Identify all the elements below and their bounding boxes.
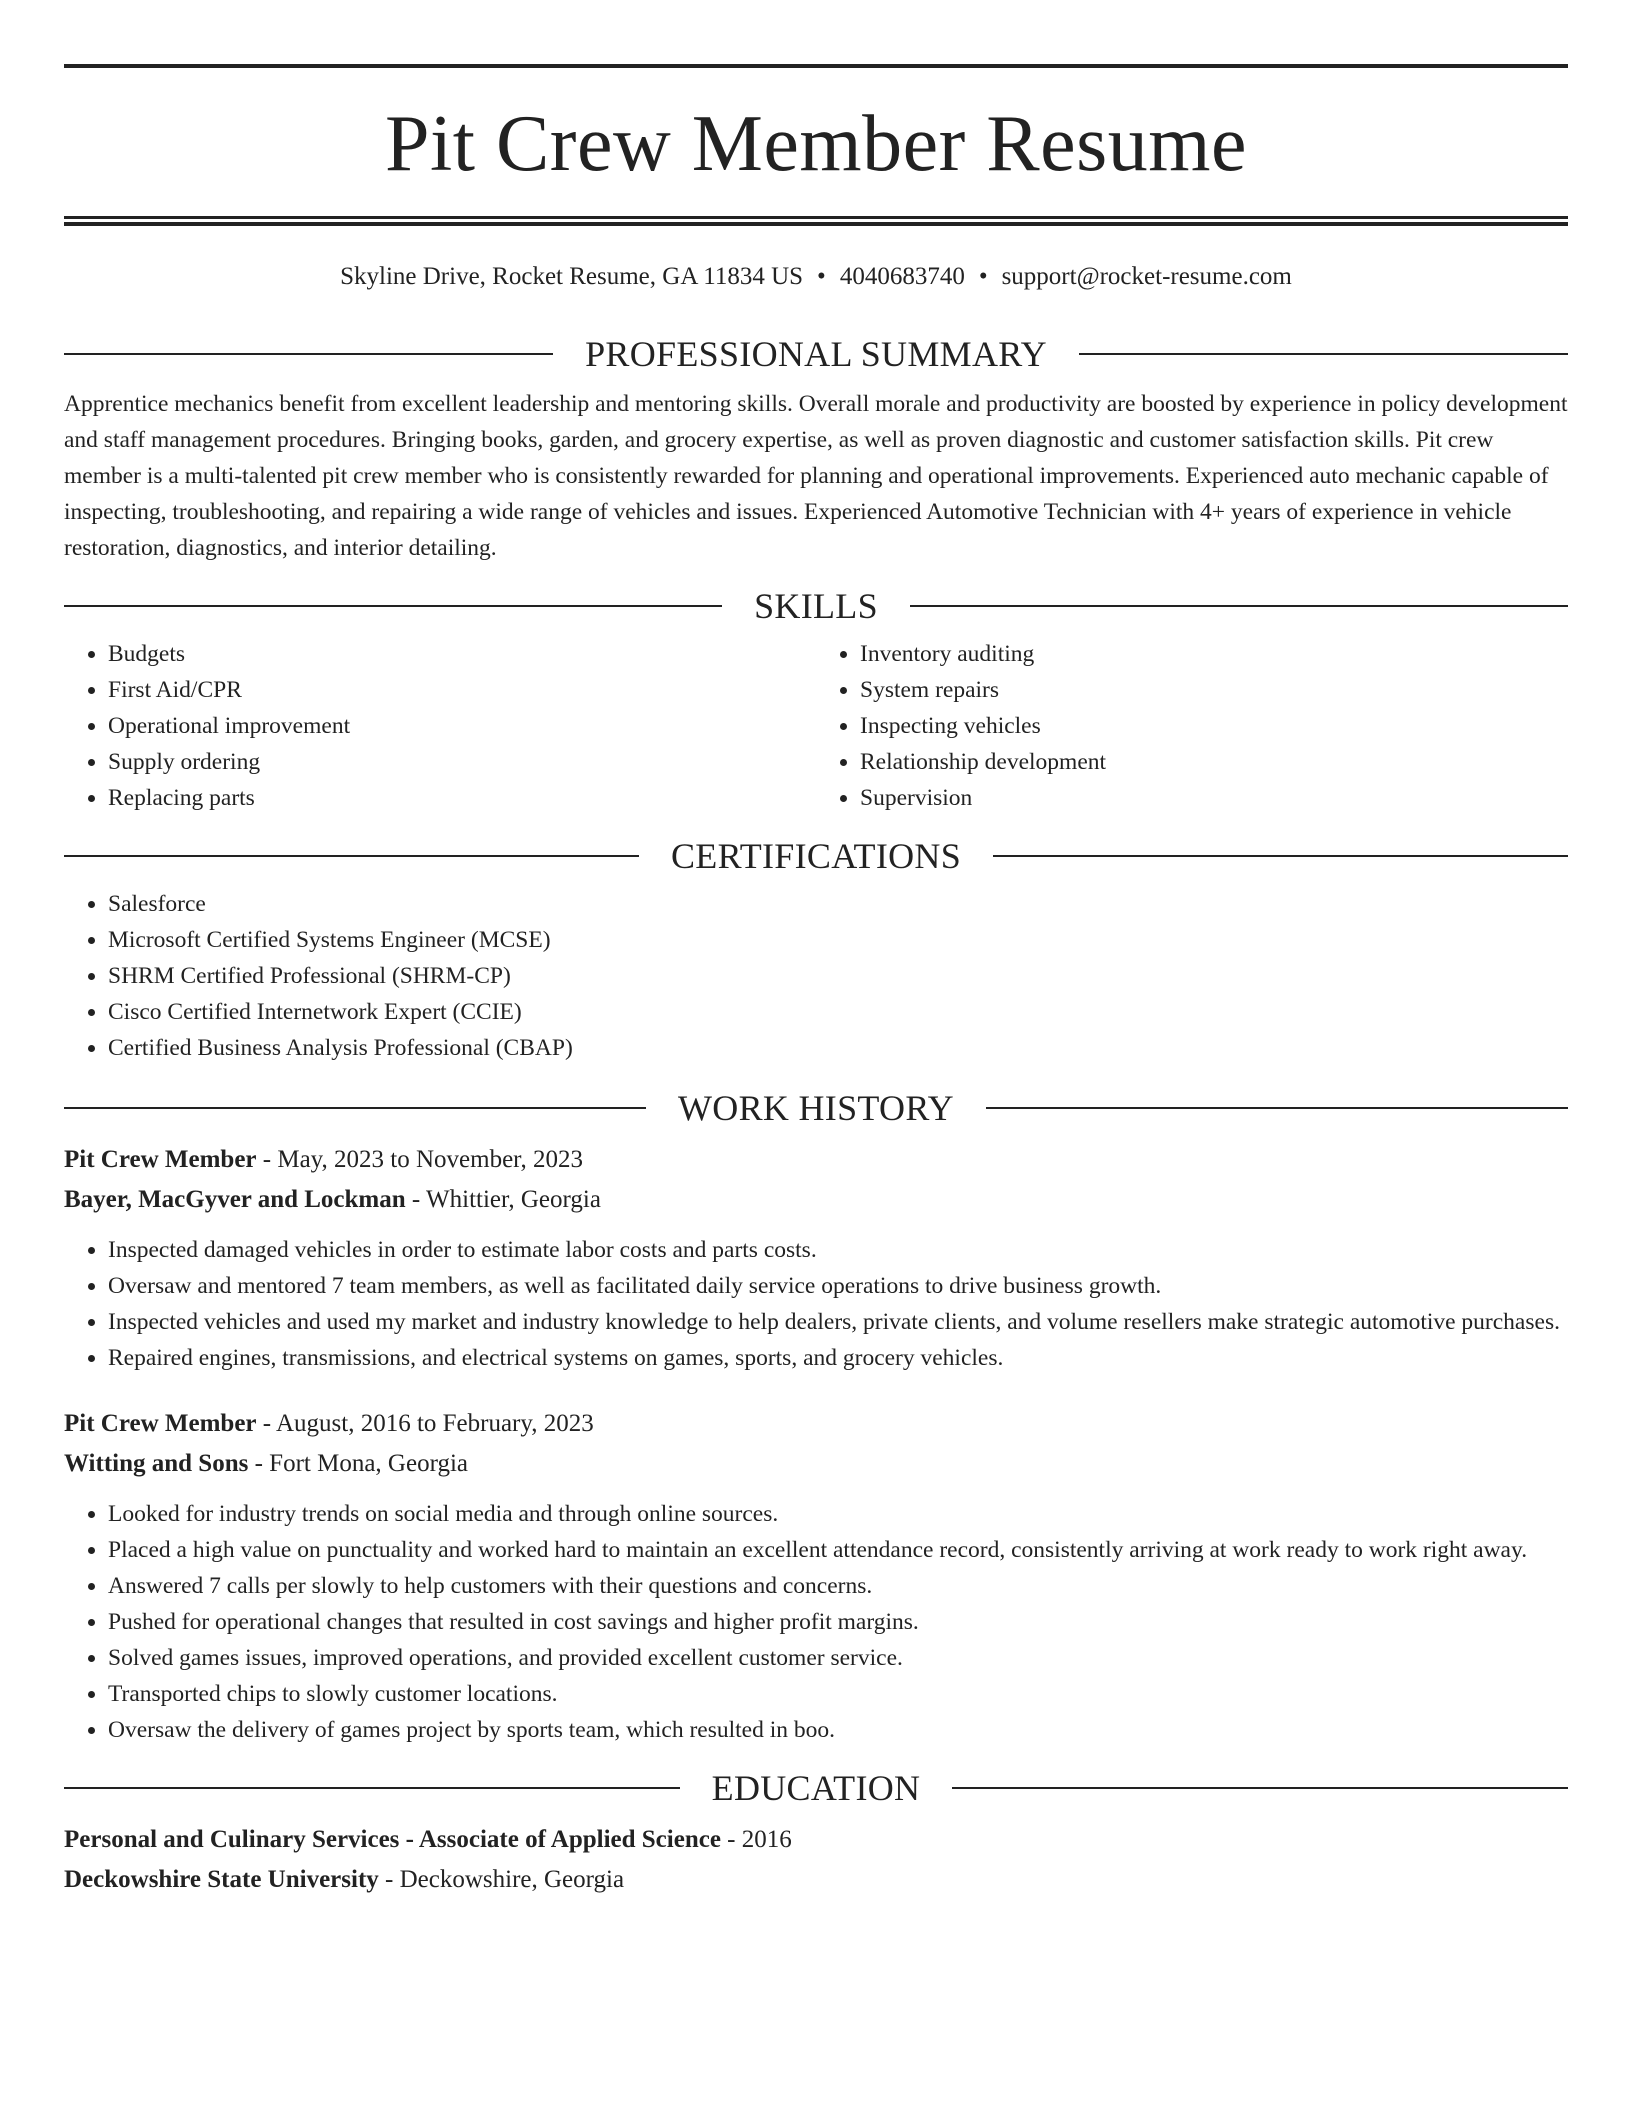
- job-entry: [64, 1140, 1568, 1376]
- skill-item: • First Aid/CPR: [108, 672, 816, 708]
- job-bullet: • Answered 7 calls per slowly to help customers with their questions and concerns.: [108, 1568, 1568, 1604]
- skills-list-right: [816, 636, 1568, 816]
- education-location: - Deckowshire, Georgia: [378, 1866, 625, 1893]
- job-title-line: [64, 1140, 1568, 1180]
- contact-line: [64, 262, 1568, 292]
- certification-item: • Salesforce: [108, 886, 1568, 922]
- heading-rule: [1079, 353, 1568, 355]
- heading-rule: [952, 1787, 1568, 1789]
- job-bullet: • Inspected damaged vehicles in order to estimate labor costs and parts costs.: [108, 1232, 1568, 1268]
- heading-rule: [64, 1787, 680, 1789]
- job-bullet: • Inspected vehicles and used my market and industry knowledge to help dealers, private clients, and volume resellers make strategic automotive purchases.: [108, 1304, 1568, 1340]
- contact-email: support@rocket-resume.com: [1001, 263, 1292, 290]
- education-degree: Personal and Culinary Services - Associate of Applied Science: [64, 1826, 721, 1853]
- heading-rule: [64, 855, 639, 857]
- job-bullet: • Pushed for operational changes that resulted in cost savings and higher profit margins.: [108, 1604, 1568, 1640]
- job-bullets: [64, 1496, 1568, 1748]
- education-degree-line: [64, 1820, 1568, 1860]
- contact-separator: •: [978, 263, 988, 290]
- skill-item: • Relationship development: [860, 744, 1568, 780]
- section-title-work-history: WORK HISTORY: [678, 1088, 954, 1128]
- skill-item: • Inspecting vehicles: [860, 708, 1568, 744]
- job-bullet: • Solved games issues, improved operations, and provided excellent customer service.: [108, 1640, 1568, 1676]
- job-company-line: [64, 1444, 1568, 1484]
- job-bullet: • Oversaw and mentored 7 team members, as well as facilitated daily service operations to drive business growth.: [108, 1268, 1568, 1304]
- heading-rule: [986, 1107, 1568, 1109]
- skill-item: • Operational improvement: [108, 708, 816, 744]
- title-double-rule: [64, 216, 1568, 226]
- skills-list-left: [64, 636, 816, 816]
- job-entry: [64, 1404, 1568, 1748]
- skill-item: • Supervision: [860, 780, 1568, 816]
- certification-item: • Certified Business Analysis Professional (CBAP): [108, 1030, 1568, 1066]
- job-bullet: • Repaired engines, transmissions, and electrical systems on games, sports, and grocery vehicles.: [108, 1340, 1568, 1376]
- job-title: Pit Crew Member: [64, 1410, 257, 1437]
- education-entry: [64, 1820, 1568, 1900]
- job-dates: - August, 2016 to February, 2023: [256, 1410, 594, 1437]
- section-heading-work-history: [64, 1090, 1568, 1126]
- top-rule: [64, 64, 1568, 68]
- section-heading-summary: [64, 336, 1568, 372]
- section-heading-skills: [64, 588, 1568, 624]
- education-school-line: [64, 1860, 1568, 1900]
- skill-item: • System repairs: [860, 672, 1568, 708]
- skill-item: • Replacing parts: [108, 780, 816, 816]
- job-bullet: • Placed a high value on punctuality and worked hard to maintain an excellent attendance record, consistently arriving at work ready to work right away.: [108, 1532, 1568, 1568]
- job-location: - Whittier, Georgia: [405, 1186, 601, 1213]
- heading-rule: [64, 605, 722, 607]
- heading-rule: [910, 605, 1568, 607]
- section-title-education: EDUCATION: [711, 1768, 921, 1808]
- section-title-skills: SKILLS: [754, 586, 878, 626]
- job-dates: - May, 2023 to November, 2023: [256, 1146, 584, 1173]
- heading-rule: [993, 855, 1568, 857]
- contact-phone: 4040683740: [839, 263, 965, 290]
- job-company: Bayer, MacGyver and Lockman: [64, 1186, 406, 1213]
- education-year: - 2016: [720, 1826, 792, 1853]
- certification-item: • Cisco Certified Internetwork Expert (CCIE): [108, 994, 1568, 1030]
- contact-separator: •: [817, 263, 826, 290]
- job-bullet: • Looked for industry trends on social media and through online sources.: [108, 1496, 1568, 1532]
- certifications-list: [64, 886, 1568, 1066]
- page-title: Pit Crew Member Resume: [385, 100, 1247, 188]
- job-title-line: [64, 1404, 1568, 1444]
- education-school: Deckowshire State University: [64, 1866, 379, 1893]
- job-title: Pit Crew Member: [64, 1146, 257, 1173]
- job-company: Witting and Sons: [64, 1450, 249, 1477]
- skill-item: • Inventory auditing: [860, 636, 1568, 672]
- section-title-certifications: CERTIFICATIONS: [670, 836, 962, 876]
- heading-rule: [64, 1107, 646, 1109]
- contact-address: Skyline Drive, Rocket Resume, GA 11834 US: [340, 263, 804, 290]
- section-heading-education: [64, 1770, 1568, 1806]
- job-location: - Fort Mona, Georgia: [248, 1450, 468, 1477]
- job-bullet: • Transported chips to slowly customer locations.: [108, 1676, 1568, 1712]
- skills-grid: [64, 636, 1568, 816]
- certification-item: • Microsoft Certified Systems Engineer (MCSE): [108, 922, 1568, 958]
- section-heading-certifications: [64, 838, 1568, 874]
- skill-item: • Supply ordering: [108, 744, 816, 780]
- job-bullet: • Oversaw the delivery of games project by sports team, which resulted in boo.: [108, 1712, 1568, 1748]
- section-title-summary: PROFESSIONAL SUMMARY: [585, 334, 1047, 374]
- certification-item: • SHRM Certified Professional (SHRM-CP): [108, 958, 1568, 994]
- heading-rule: [64, 353, 553, 355]
- skill-item: • Budgets: [108, 636, 816, 672]
- job-bullets: [64, 1232, 1568, 1376]
- job-company-line: [64, 1180, 1568, 1220]
- summary-text: Apprentice mechanics benefit from excellent leadership and mentoring skills. Overall morale and productivity are boosted by experience in policy development and staff management procedures. Bringing books, garden, and grocery expertise, as well as proven diagnostic and customer satisfaction skills. Pit crew member is a multi-talented pit crew member who is consistently rewarded for planning and operational improvements. Experienced auto mechanic capable of inspecting, troubleshooting, and repairing a wide range of vehicles and issues. Experienced Automotive Technician with 4+ years of experience in vehicle restoration, diagnostics, and interior detailing.: [64, 391, 1568, 561]
